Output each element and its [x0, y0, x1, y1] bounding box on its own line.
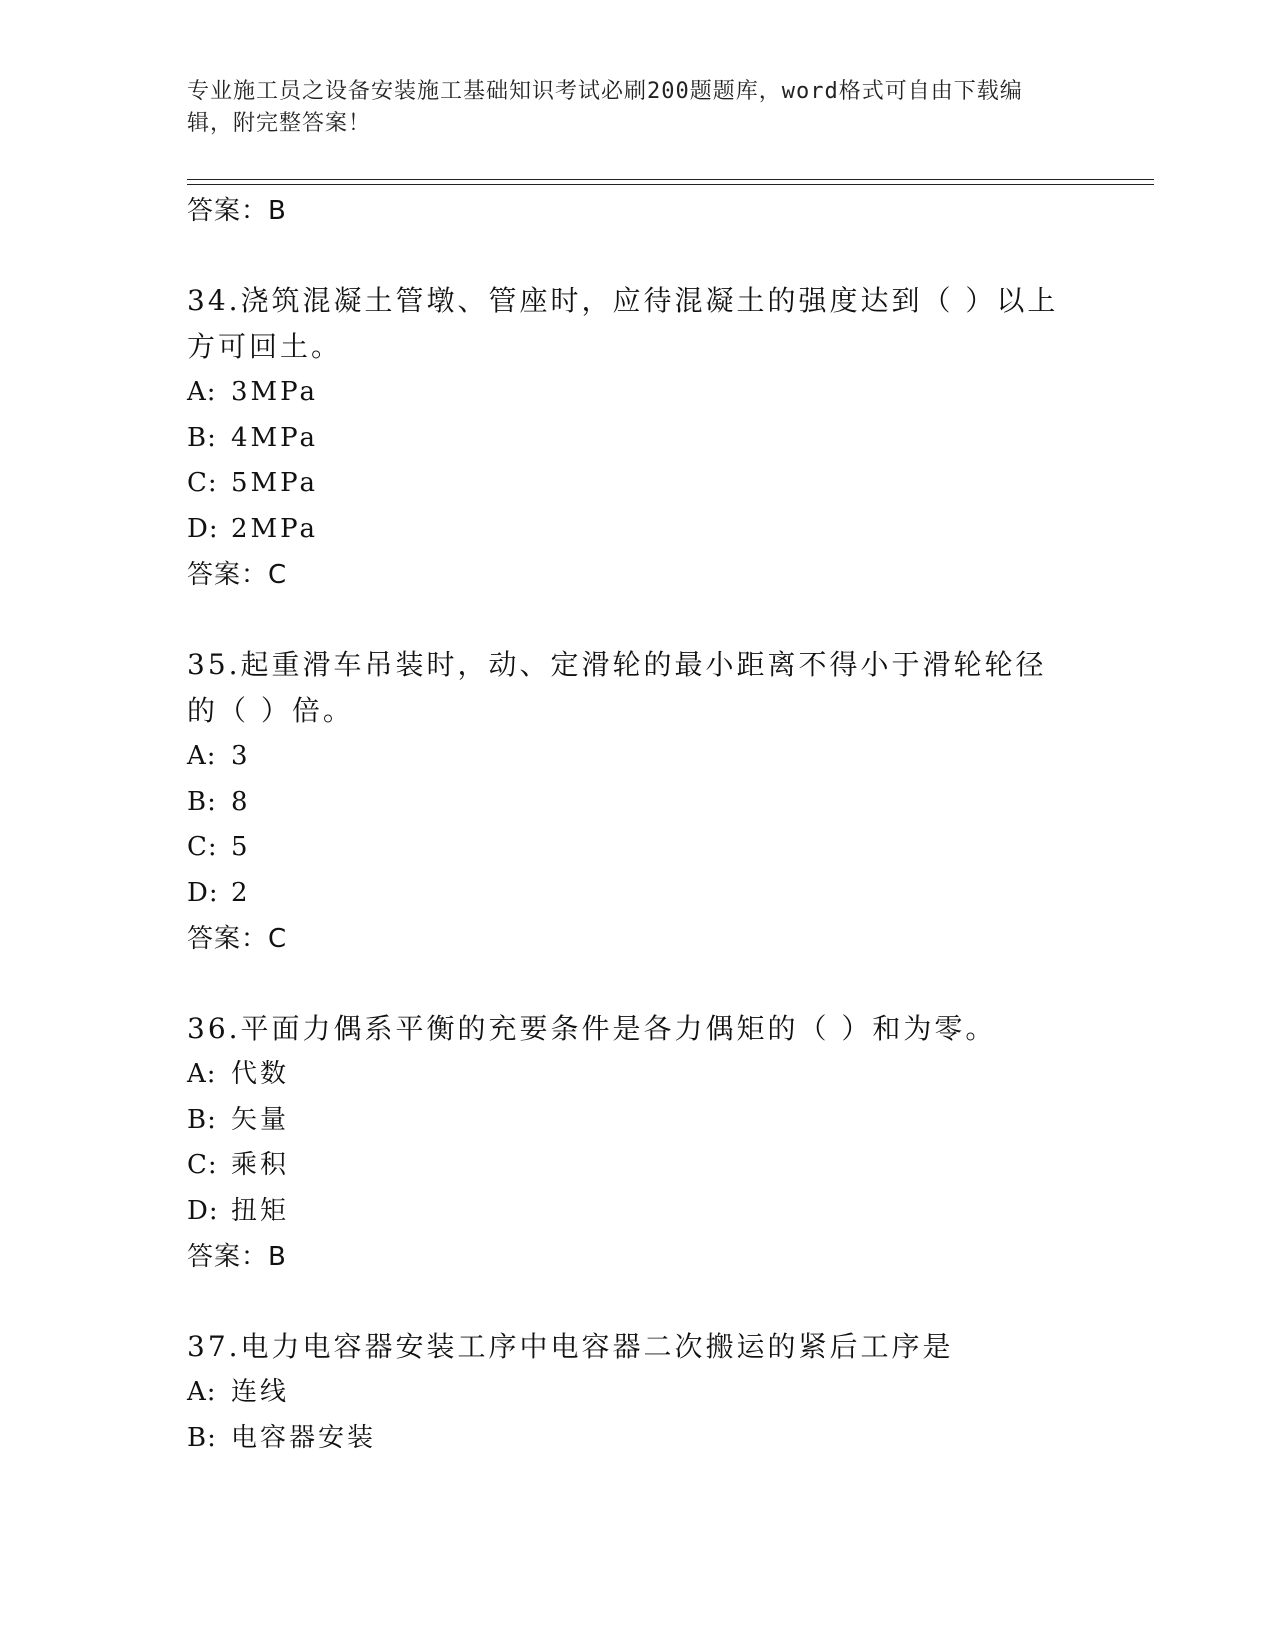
option-c	[187, 825, 1087, 871]
option-key: B:	[187, 786, 217, 817]
option-key: A:	[187, 1377, 217, 1407]
document-header: 专业施工员之设备安装施工基础知识考试必刷200题题库，word格式可自由下载编辑，附完整答案！	[187, 79, 1023, 136]
option-text: 2	[231, 877, 251, 908]
option-d	[187, 1189, 1087, 1235]
header-divider-bottom	[187, 184, 1154, 185]
option-text: 4MPa	[231, 422, 318, 453]
option-d	[187, 871, 1087, 917]
option-text: 2MPa	[231, 513, 318, 544]
option-a	[187, 1370, 1087, 1416]
answer: 答案：C	[187, 924, 288, 954]
option-b	[187, 780, 1087, 826]
option-text: 3	[231, 741, 251, 771]
option-text: 电容器安装	[231, 1422, 377, 1453]
option-b	[187, 1416, 1087, 1462]
option-a	[187, 734, 1087, 780]
option-text: 扭矩	[231, 1195, 290, 1226]
option-d	[187, 507, 1087, 553]
question-36	[187, 1006, 1087, 1280]
option-text: 8	[231, 786, 251, 817]
option-text: 连线	[231, 1377, 290, 1407]
option-key: A:	[187, 377, 217, 407]
option-c	[187, 1143, 1087, 1189]
previous-answer: 答案：B	[187, 196, 287, 226]
header-divider-top	[187, 179, 1154, 180]
option-text: 代数	[231, 1059, 290, 1089]
question-35	[187, 642, 1087, 962]
option-key: B:	[187, 1104, 217, 1135]
option-key: C:	[187, 468, 218, 498]
option-text: 5MPa	[231, 468, 318, 498]
option-text: 5	[231, 832, 251, 862]
answer: 答案：C	[187, 560, 288, 590]
question-37	[187, 1324, 1087, 1461]
question-stem: 35.起重滑车吊装时，动、定滑轮的最小距离不得小于滑轮轮径的（ ）倍。	[187, 648, 1047, 727]
question-stem: 34.浇筑混凝土管墩、管座时，应待混凝土的强度达到（ ）以上方可回土。	[187, 284, 1059, 363]
option-text: 3MPa	[231, 377, 318, 407]
question-list	[187, 188, 1087, 1461]
option-c	[187, 461, 1087, 507]
answer: 答案：B	[187, 1242, 287, 1272]
question-stem: 36.平面力偶系平衡的充要条件是各力偶矩的（ ）和为零。	[187, 1012, 997, 1045]
option-key: B:	[187, 1422, 217, 1453]
question-34	[187, 278, 1087, 598]
option-a	[187, 370, 1087, 416]
option-text: 矢量	[231, 1104, 290, 1135]
option-key: A:	[187, 741, 217, 771]
option-key: C:	[187, 832, 218, 862]
question-stem: 37.电力电容器安装工序中电容器二次搬运的紧后工序是	[187, 1330, 954, 1363]
option-key: D:	[187, 1195, 219, 1226]
option-key: C:	[187, 1150, 218, 1180]
option-key: B:	[187, 422, 217, 453]
option-key: A:	[187, 1059, 217, 1089]
option-b	[187, 1098, 1087, 1144]
option-key: D:	[187, 877, 219, 908]
option-key: D:	[187, 513, 219, 544]
option-text: 乘积	[231, 1150, 290, 1180]
option-b	[187, 416, 1087, 462]
option-a	[187, 1052, 1087, 1098]
